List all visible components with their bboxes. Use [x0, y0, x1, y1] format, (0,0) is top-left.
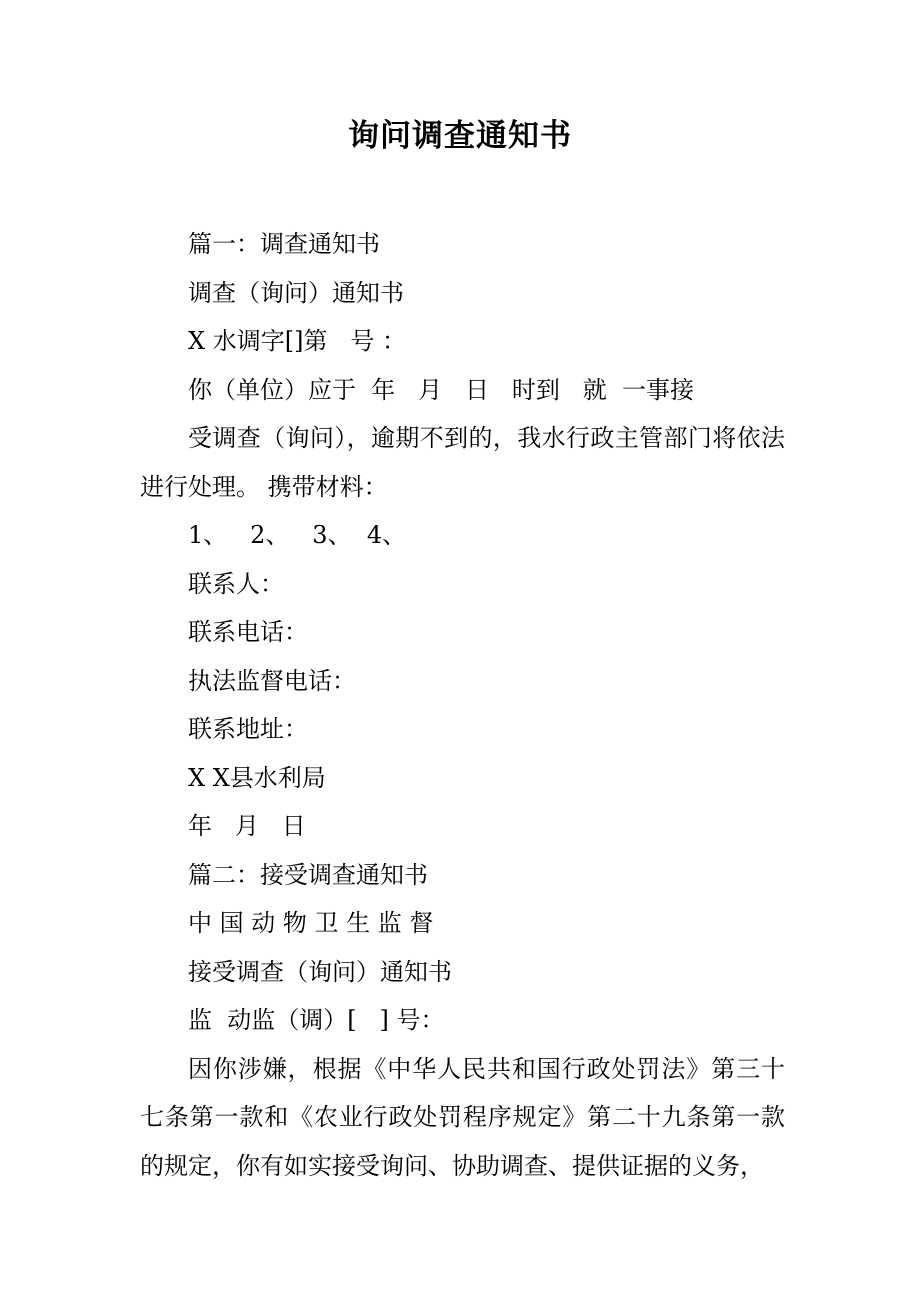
supervision-phone: 执法监督电话： [188, 666, 356, 695]
document-title: 询问调查通知书 [348, 118, 572, 154]
issue-date: 年 月 日 [188, 812, 306, 840]
notice-heading: 调查（询问）通知书 [188, 278, 404, 307]
notice-heading: 接受调查（询问）通知书 [188, 957, 452, 986]
section-heading-2: 篇二：接受调查通知书 [188, 860, 428, 889]
section-heading-1: 篇一：调查通知书 [188, 230, 380, 258]
document-body [140, 220, 785, 1190]
body-paragraph: 因你涉嫌，根据《中华人民共和国行政处罚法》第三十七条第一款和《农业行政处罚程序规定》第二十九条第一款的规定，你有如实接受询问、协助调查、提供证据的义务， [140, 1054, 785, 1180]
document-number: 监 动监（调）[ ] 号： [188, 1006, 445, 1034]
body-paragraph: 受调查（询问），逾期不到的，我水行政主管部门将依法进行处理。 携带材料： [140, 424, 785, 501]
body-paragraph: 你（单位）应于 年 月 日 时到 就 一事接 [188, 375, 695, 404]
issuing-authority: X X县水利局 [188, 763, 326, 792]
contact-address: 联系地址： [188, 715, 308, 743]
contact-person: 联系人： [188, 569, 284, 598]
contact-phone: 联系电话： [188, 618, 308, 646]
materials-list: 1、 2、 3、 4、 [188, 521, 407, 549]
agency-name: 中 国 动 物 卫 生 监 督 [188, 909, 434, 937]
document-number: X 水调字[]第 号 ： [188, 327, 406, 355]
